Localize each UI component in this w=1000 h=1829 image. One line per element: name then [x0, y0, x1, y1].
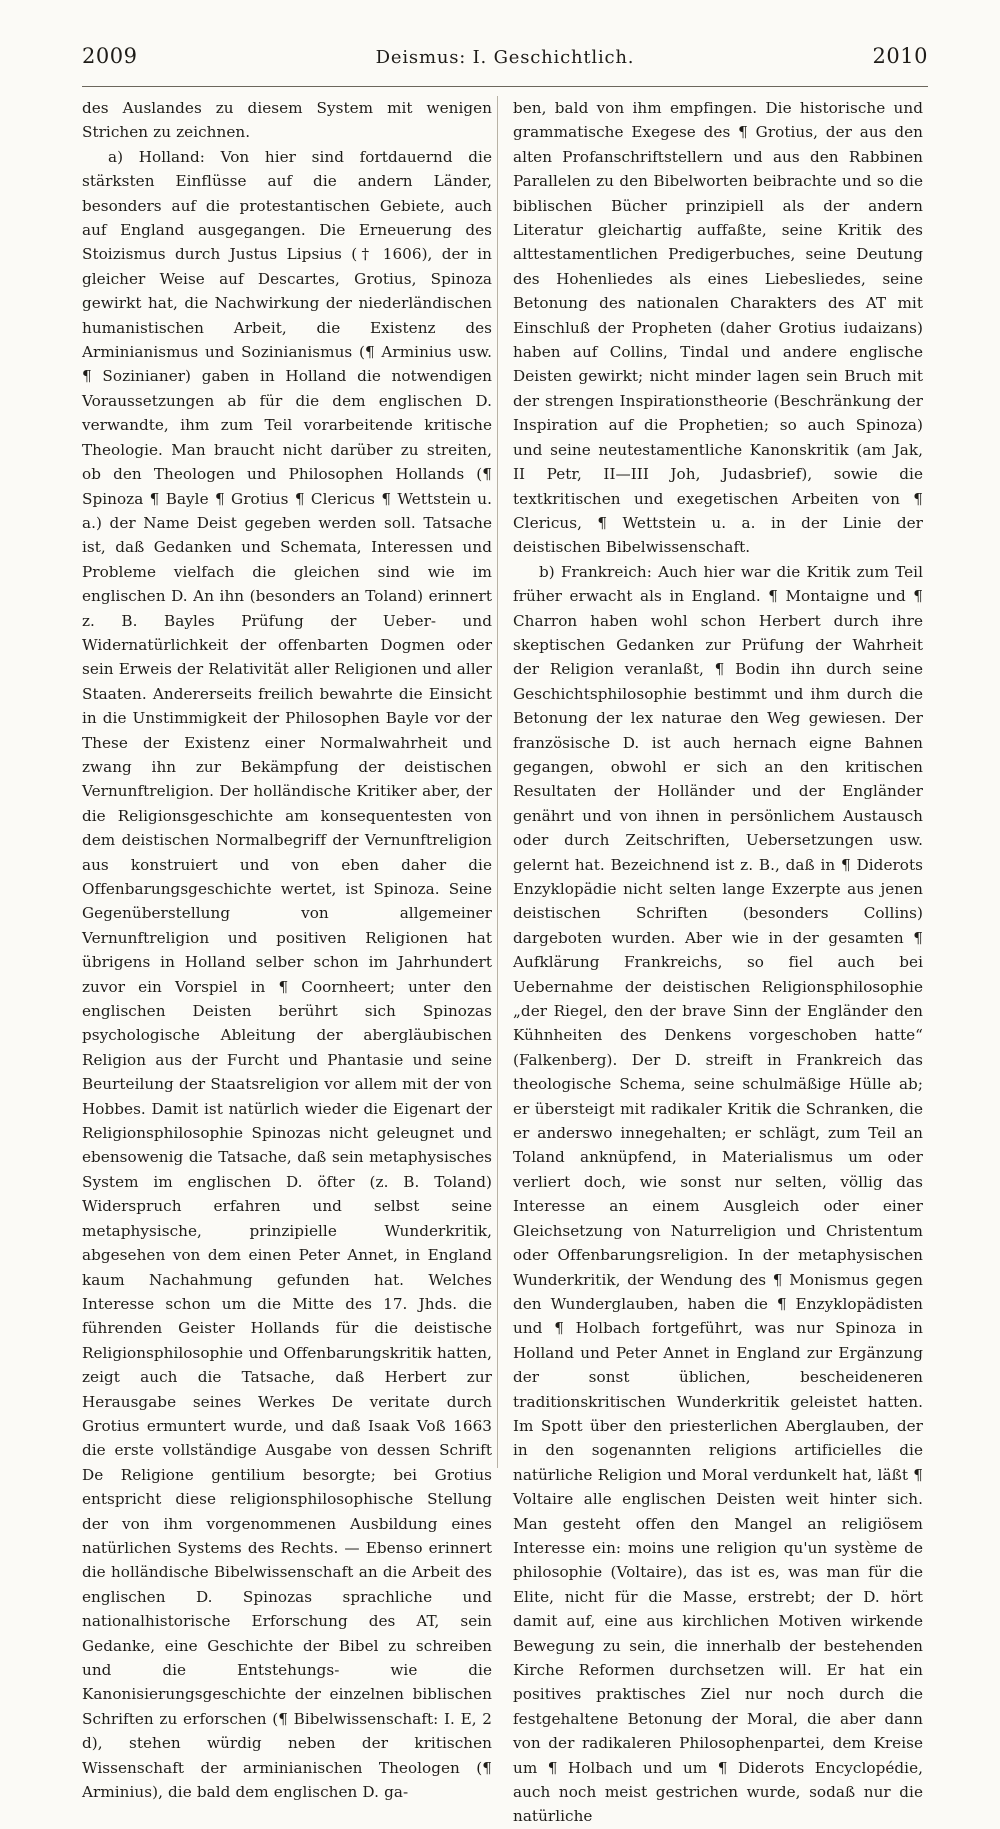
- running-title: Deismus: I. Geschichtlich.: [375, 47, 635, 68]
- left-column: [82, 96, 492, 1804]
- right-paragraph-2: b) Frankreich: Auch hier war die Kritik zum Teil früher erwacht als in England. ¶ Montaigne und ¶ Charron haben wohl schon Herbert durch ihre skeptischen Gedanken zur Prüfung der Wahrheit der Religion veranlaßt, ¶ Bodin ihn durch seine Geschichtsphilosophie bestimmt und ihm durch die Betonung der lex naturae den Weg gewiesen. Der französische D. ist auch hernach eigne Bahnen gegangen, obwohl er sich an den kritischen Resultaten der Holländer und der Engländer genährt und von ihnen in persönlichem Austausch oder durch Zeitschriften, Uebersetzungen usw. gelernt hat. Bezeichnend ist z. B., daß in ¶ Diderots Enzyklopädie nicht selten lange Exzerpte aus jenen deistischen Schriften (besonders Collins) dargeboten wurden. Aber wie in der gesamten ¶ Aufklärung Frankreichs, so fiel auch bei Uebernahme der deistischen Religionsphilosophie „der Riegel, den der brave Sinn der Engländer den Kühnheiten des Denkens vorgeschoben hatte“ (Falkenberg). Der D. streift in Frankreich das theologische Schema, seine schulmäßige Hülle ab; er übersteigt mit radikaler Kritik die Schranken, die er anderswo innegehalten; er schlägt, zum Teil an Toland anknüpfend, in Materialismus um oder verliert doch, wie sonst nur selten, völlig das Interesse an einem Ausgleich oder einer Gleichsetzung von Naturreligion und Christentum oder Offenbarungsreligion. In der metaphysischen Wunderkritik, der Wendung des ¶ Monismus gegen den Wunderglauben, haben die ¶ Enzyklopädisten und ¶ Holbach fortgeführt, was nur Spinoza in Holland und Peter Annet in England zur Ergänzung der sonst üblichen, bescheideneren traditionskritischen Wunderkritik geleistet hatten. Im Spott über den priesterlichen Aberglauben, der in den sogenannten religions artificielles die natürliche Religion und Moral verdunkelt hat, läßt ¶ Voltaire alle englischen Deisten weit hinter sich. Man gesteht offen den Mangel an religiösem Interesse ein: moins une religion qu'un système de philosophie (Voltaire), das ist es, was man für die Elite, nicht für die Masse, erstrebt; der D. hört damit auf, eine aus kirchlichen Motiven wirkende Bewegung zu sein, die innerhalb der bestehenden Kirche Reformen durchsetzen will. Er hat ein positives praktisches Ziel nur noch durch die festgehaltene Betonung der Moral, die aber dann von der radikaleren Philosophenpartei, dem Kreise um ¶ Holbach und um ¶ Diderots Encyclopédie, auch noch meist gestrichen wurde, sodaß nur die natürliche: [513, 562, 923, 1826]
- header-rule: [82, 86, 928, 87]
- right-page-number: 2010: [872, 44, 928, 68]
- left-page-number: 2009: [82, 44, 138, 68]
- left-paragraph-1: des Auslandes zu diesem System mit wenigen Strichen zu zeichnen.: [82, 99, 492, 142]
- right-paragraph-1: ben, bald von ihm empfingen. Die historische und grammatische Exegese des ¶ Grotius, der aus den alten Profanschriftstellern und aus den Rabbinen Parallelen zu den Bibelworten beibrachte und so die biblischen Bücher prinzipiell als der andern Literatur gleichartig auffaßte, seine Kritik des alttestamentlichen Predigerbuches, seine Deutung des Hohenliedes als eines Liebesliedes, seine Betonung des nationalen Charakters des AT mit Einschluß der Propheten (daher Grotius iudaizans) haben auf Collins, Tindal und andere englische Deisten gewirkt; nicht minder lagen sein Bruch mit der strengen Inspirationstheorie (Beschränkung der Inspiration auf die Prophetien; so auch Spinoza) und seine neutestamentliche Kanonskritik (am Jak, II Petr, II—III Joh, Judasbrief), sowie die textkritischen und exegetischen Arbeiten von ¶ Clericus, ¶ Wettstein u. a. in der Linie der deistischen Bibelwissenschaft.: [513, 99, 923, 557]
- right-column: [513, 96, 923, 1829]
- left-paragraph-2: a) Holland: Von hier sind fortdauernd die stärksten Einflüsse auf die andern Länder, besonders auf die protestantischen Gebiete, auch auf England ausgegangen. Die Erneuerung des Stoizismus durch Justus Lipsius († 1606), der in gleicher Weise auf Descartes, Grotius, Spinoza gewirkt hat, die Nachwirkung der niederländischen humanistischen Arbeit, die Existenz des Arminianismus und Sozinianismus (¶ Arminius usw. ¶ Sozinianer) gaben in Holland die notwendigen Voraussetzungen ab für die dem englischen D. verwandte, ihm zum Teil vorarbeitende kritische Theologie. Man braucht nicht darüber zu streiten, ob den Theologen und Philosophen Hollands (¶ Spinoza ¶ Bayle ¶ Grotius ¶ Clericus ¶ Wettstein u. a.) der Name Deist gegeben werden soll. Tatsache ist, daß Gedanken und Schemata, Interessen und Probleme vielfach die gleichen sind wie im englischen D. An ihn (besonders an Toland) erinnert z. B. Bayles Prüfung der Ueber- und Widernatürlichkeit der offenbarten Dogmen oder sein Erweis der Relativität aller Religionen und aller Staaten. Andererseits freilich bewahrte die Einsicht in die Unstimmigkeit der Philosophen Bayle vor der These der Existenz einer Normalwahrheit und zwang ihn zur Bekämpfung der deistischen Vernunftreligion. Der holländische Kritiker aber, der die Religionsgeschichte am konsequentesten von dem deistischen Normalbegriff der Vernunftreligion aus konstruiert und von eben daher die Offenbarungsgeschichte wertet, ist Spinoza. Seine Gegenüberstellung von allgemeiner Vernunftreligion und positiven Religionen hat übrigens in Holland selber schon im Jahrhundert zuvor ein Vorspiel in ¶ Coornheert; unter den englischen Deisten berührt sich Spinozas psychologische Ableitung der abergläubischen Religion aus der Furcht und Phantasie und seine Beurteilung der Staatsreligion vor allem mit der von Hobbes. Damit ist natürlich wieder die Eigenart der Religionsphilosophie Spinozas nicht geleugnet und ebensowenig die Tatsache, daß sein metaphysisches System im englischen D. öfter (z. B. Toland) Widerspruch erfahren und selbst seine metaphysische, prinzipielle Wunderkritik, abgesehen von dem einen Peter Annet, in England kaum Nachahmung gefunden hat. Welches Interesse schon um die Mitte des 17. Jhds. die führenden Geister Hollands für die deistische Religionsphilosophie und Offenbarungskritik hatten, zeigt auch die Tatsache, daß Herbert zur Herausgabe seines Werkes De veritate durch Grotius ermuntert wurde, und daß Isaak Voß 1663 die erste vollständige Ausgabe von dessen Schrift De Religione gentilium besorgte; bei Grotius entspricht diese religionsphilosophische Stellung der von ihm vorgenommenen Ausbildung eines natürlichen Systems des Rechts. — Ebenso erinnert die holländische Bibelwissenschaft an die Arbeit des englischen D. Spinozas sprachliche und nationalhistorische Erforschung des AT, sein Gedanke, eine Geschichte der Bibel zu schreiben und die Entstehungs- wie die Kanonisierungsgeschichte der einzelnen biblischen Schriften zu erforschen (¶ Bibelwissenschaft: I. E, 2 d), stehen würdig neben der kritischen Wissenschaft der arminianischen Theologen (¶ Arminius), die bald dem englischen D. ga-: [82, 147, 492, 1802]
- running-header: [82, 44, 928, 80]
- column-divider: [497, 96, 498, 1468]
